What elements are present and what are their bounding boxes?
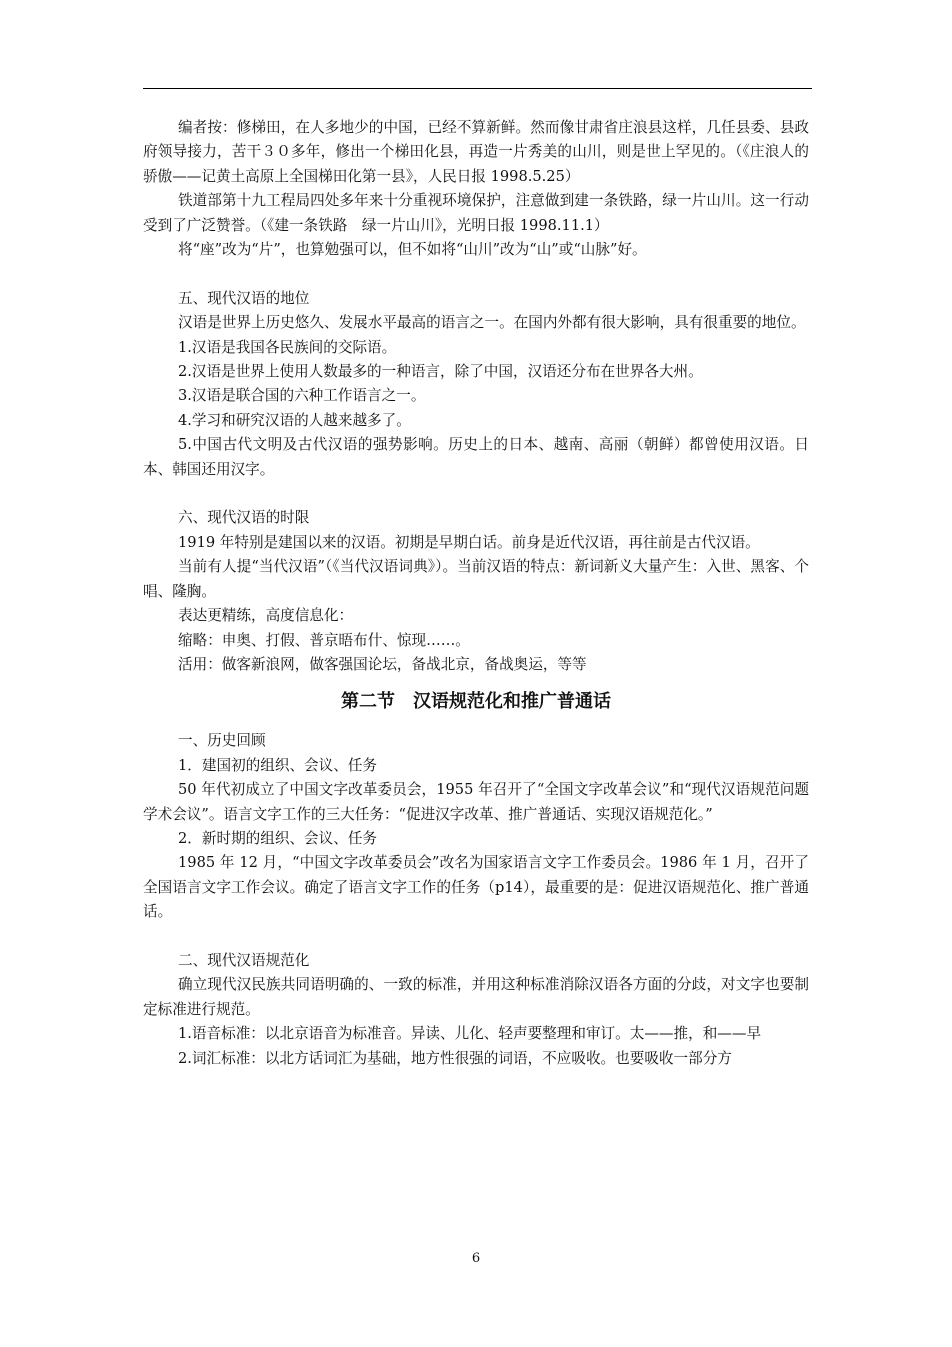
section-2-heading: 第二节 汉语规范化和推广普通话	[341, 691, 611, 713]
standardization-title: 二、现代汉语规范化	[178, 951, 310, 969]
history-paragraph: 50 年代初成立了中国文字改革委员会，1955 年召开了“全国文字改革会议”和“现代汉语规范问题学术会议”。语言文字工作的三大任务：“促进汉字改革、推广普通话、实现汉语规范化。”	[143, 781, 809, 823]
section-5-item: 4.学习和研究汉语的人越来越多了。	[178, 411, 411, 429]
section-6-paragraph: 活用：做客新浪网，做客强国论坛，备战北京，备战奥运，等等	[178, 655, 587, 673]
section-5-item: 3.汉语是联合国的六种工作语言之一。	[178, 387, 426, 405]
header-rule	[143, 88, 812, 89]
section-6-paragraph: 当前有人提“当代汉语”（《当代汉语词典》）。当前汉语的特点：新词新义大量产生：入世、黑客、个唱、隆胸。	[143, 558, 809, 600]
section-6-paragraph: 1919 年特别是建国以来的汉语。初期是早期白话。前身是近代汉语，再往前是古代汉语。	[178, 533, 760, 551]
history-subtitle: 1．建国初的组织、会议、任务	[178, 756, 378, 774]
section-5-item: 5.中国古代文明及古代汉语的强势影响。历史上的日本、越南、高丽（朝鲜）都曾使用汉语。日本、韩国还用汉字。	[143, 436, 809, 478]
standardization-paragraph: 确立现代汉民族共同语明确的、一致的标准，并用这种标准消除汉语各方面的分歧，对文字也要制定标准进行规范。	[143, 976, 809, 1018]
history-paragraph: 1985 年 12 月，“中国文字改革委员会”改名为国家语言文字工作委员会。1986 年 1 月，召开了全国语言文字工作会议。确定了语言文字工作的任务（p14），最重要的是：促进汉语规范化、推广普通话。	[143, 854, 809, 921]
section-5-intro: 汉语是世界上历史悠久、发展水平最高的语言之一。在国内外都有很大影响，具有很重要的地位。	[178, 314, 806, 332]
comment-paragraph: 将“座”改为“片”，也算勉强可以，但不如将“山川”改为“山”或“山脉”好。	[178, 241, 647, 259]
history-subtitle: 2．新时期的组织、会议、任务	[178, 829, 378, 847]
section-5-title: 五、现代汉语的地位	[178, 289, 310, 307]
phonetic-standard: 1.语音标准：以北京语音为标准音。异读、儿化、轻声要整理和审订。太——推，和——早	[178, 1025, 762, 1043]
lexical-standard: 2.词汇标准：以北方话词汇为基础，地方性很强的词语，不应吸收。也要吸收一部分方	[178, 1049, 732, 1067]
page-body	[143, 116, 809, 1071]
section-6-paragraph: 表达更精练，高度信息化：	[178, 607, 354, 625]
history-title: 一、历史回顾	[178, 732, 266, 750]
section-6-paragraph: 缩略：申奥、打假、普京晤布什、惊现……。	[178, 631, 470, 649]
editor-note-paragraph: 编者按：修梯田，在人多地少的中国，已经不算新鲜。然而像甘肃省庄浪县这样，几任县委、县政府领导接力，苦干３０多年，修出一个梯田化县，再造一片秀美的山川，则是世上罕见的。（《庄浪人的骄傲——记黄土高原上全国梯田化第一县》，人民日报 1998.5.25）	[143, 119, 809, 185]
section-6-title: 六、现代汉语的时限	[178, 509, 310, 527]
section-5-item: 2.汉语是世界上使用人数最多的一种语言，除了中国，汉语还分布在世界各大州。	[178, 363, 703, 381]
section-5-item: 1.汉语是我国各民族间的交际语。	[178, 338, 397, 356]
page-number: 6	[471, 1251, 481, 1266]
railway-paragraph: 铁道部第十九工程局四处多年来十分重视环境保护，注意做到建一条铁路，绿一片山川。这一行动受到了广泛赞誉。（《建一条铁路 绿一片山川》，光明日报 1998.11.1）	[143, 192, 809, 234]
